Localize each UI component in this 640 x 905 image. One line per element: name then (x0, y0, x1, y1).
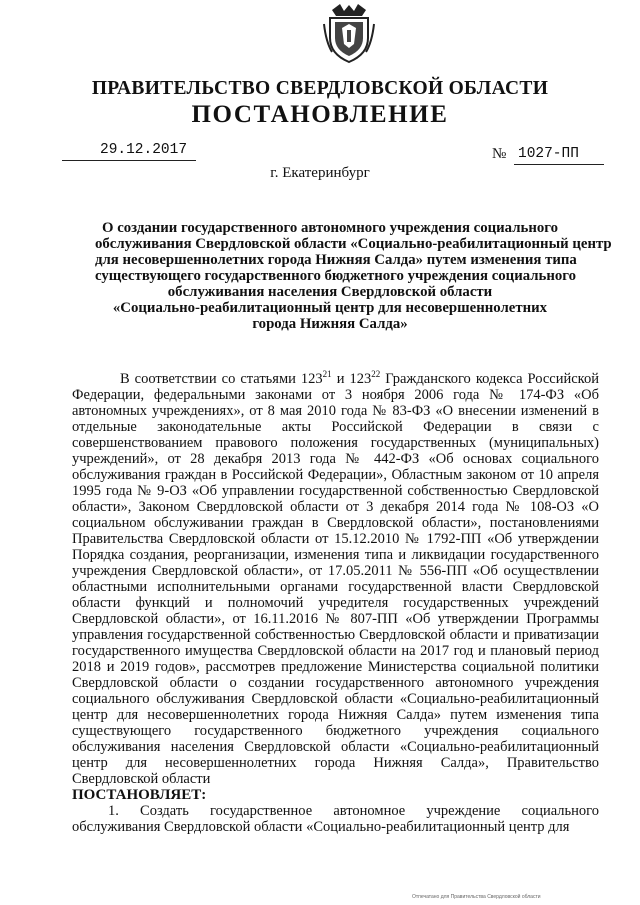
document-type: ПОСТАНОВЛЕНИЕ (191, 101, 449, 128)
article-ref-2: 123 (349, 371, 372, 387)
footer-note: Отпечатано для Правительства Свердловской области (412, 894, 541, 900)
title-line: «Социально-реабилитационный центр для несовершеннолетних (112, 300, 548, 316)
coat-of-arms-icon (322, 2, 376, 64)
government-name: ПРАВИТЕЛЬСТВО СВЕРДЛОВСКОЙ ОБЛАСТИ (91, 78, 549, 99)
document-date: 29.12.2017 (100, 142, 188, 158)
date-underline (62, 160, 196, 161)
title-line: О создании государственного автономного учреждения социального (101, 220, 558, 236)
title-line: города Нижняя Салда» (252, 316, 408, 332)
article-ref-1: 123 (300, 371, 323, 387)
title-line: обслуживания Свердловской области «Социально-реабилитационный центр (95, 236, 612, 252)
issue-city: г. Екатеринбург (270, 165, 370, 181)
preamble-start: В соответствии со статьями (120, 371, 301, 387)
document-body (72, 371, 599, 835)
number-sign: № (492, 146, 507, 162)
title-line: обслуживания населения Свердловской области (167, 284, 493, 300)
document-number: 1027-ПП (518, 146, 579, 162)
preamble-rest: Гражданского кодекса Российской Федерации, федеральными законами от 3 ноября 2006 года № 174-ФЗ «Об автономных учреждениях», от 8 мая 2010 года № 83-ФЗ «О внесении изменений в отдельные законодательные акты Российской Федерации в связи с совершенствованием правового положения государственных (муниципальных) учреждений», от 28 декабря 2013 года № 442-ФЗ «Об основах социального обслуживания граждан в Российской Федерации», Областным законом от 10 апреля 1995 года № 9-ОЗ «Об управлении государственной собственностью Свердловской области», Законом Свердловской области от 3 декабря 2014 года № 108-ОЗ «О социальном обслуживании граждан в Свердловской области», постановлениями Правительства Свердловской области от 15.12.2010 № 1792-ПП «Об утверждении Порядка создания, реорганизации, изменения типа и ликвидации государственного учреждения Свердловской области», от 17.05.2011 № 556-ПП «Об осуществлении областными исполнительными органами государственной власти Свердловской области функций и полномочий учредителя государственных учреждений Свердловской области», от 16.11.2016 № 807-ПП «Об утверждении Программы управления государственной собственностью Свердловской области и приватизации государственного имущества Свердловской области на 2017 год и плановый период 2018 и 2019 годов», рассмотрев предложение Министерства социальной политики Свердловской области о создании государственного автономного учреждения социального обслуживания Свердловской области «Социально-реабилитационный центр для несовершеннолетних города Нижняя Салда» путем изменения типа существующего государственного бюджетного учреждения социального обслуживания населения Свердловской области «Социально-реабилитационный центр для несовершеннолетних города Нижняя Салда», Правительство Свердловской области (72, 371, 599, 787)
resolve-heading: ПОСТАНОВЛЯЕТ: (72, 787, 207, 803)
preamble-paragraph (72, 371, 599, 787)
article-ref-2-sup: 22 (371, 369, 381, 380)
conjunction: и (331, 371, 350, 387)
title-line: существующего государственного бюджетного учреждения социального (95, 268, 577, 284)
document-title (95, 220, 612, 332)
item-1: 1. Создать государственное автономное учреждение социального обслуживания Свердловской области «Социально-реабилитационный центр для (72, 803, 599, 835)
article-ref-1-sup: 21 (322, 369, 332, 380)
title-line: для несовершеннолетних города Нижняя Салда» путем изменения типа (95, 252, 577, 268)
